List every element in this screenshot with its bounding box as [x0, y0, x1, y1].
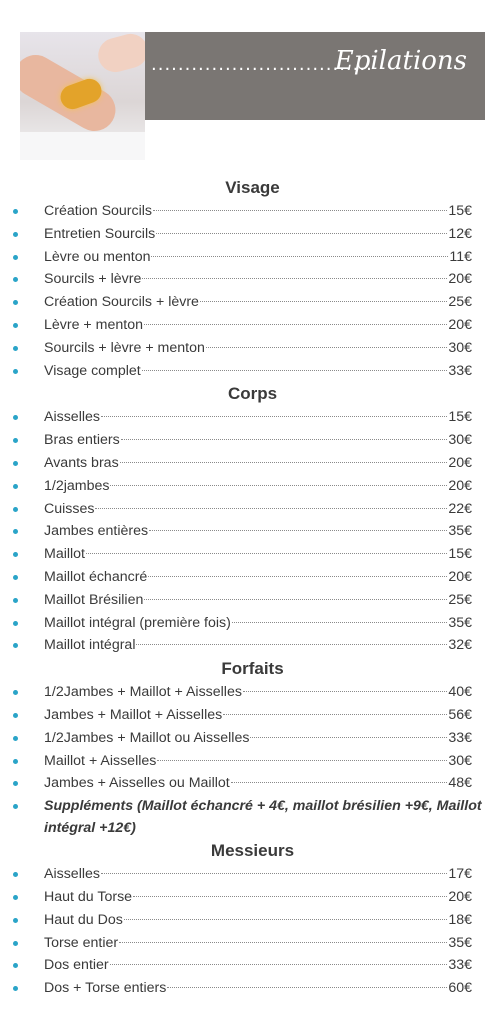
- waxing-photo: [20, 32, 145, 160]
- price-line: [44, 909, 472, 932]
- service-name: Haut du Dos: [44, 911, 123, 928]
- service-price: 30€: [448, 432, 472, 449]
- bullet-icon: [13, 484, 18, 489]
- price-line: [44, 429, 472, 452]
- service-price: 32€: [448, 637, 472, 654]
- dot-leader: [156, 233, 447, 234]
- price-line: [44, 886, 472, 909]
- price-row: [0, 291, 495, 314]
- bullet-icon: [13, 369, 18, 374]
- service-name: Avants bras: [44, 454, 119, 471]
- dot-leader: [121, 439, 448, 440]
- price-line: [44, 750, 472, 773]
- dot-leader: [119, 942, 447, 943]
- price-line: [44, 268, 472, 291]
- price-row: [0, 886, 495, 909]
- service-price: 35€: [448, 614, 472, 631]
- price-row: [0, 909, 495, 932]
- dot-leader: [86, 553, 447, 554]
- dot-leader: [101, 416, 447, 417]
- banner-dots: .................................: [151, 54, 373, 75]
- service-name: Jambes + Maillot + Aisselles: [44, 706, 223, 723]
- price-line: [44, 704, 472, 727]
- header: [20, 32, 485, 160]
- section-forfaits: [0, 681, 495, 795]
- price-row: [0, 314, 495, 337]
- service-name: 1/2jambes: [44, 477, 110, 494]
- service-name: Maillot intégral: [44, 637, 136, 654]
- price-row: [0, 337, 495, 360]
- price-row: [0, 727, 495, 750]
- bullet-icon: [13, 986, 18, 991]
- hand-shape: [94, 32, 145, 76]
- price-row: [0, 932, 495, 955]
- price-row: [0, 612, 495, 635]
- bullet-icon: [13, 598, 18, 603]
- price-row: [0, 223, 495, 246]
- service-price: 20€: [448, 316, 472, 333]
- dot-leader: [151, 256, 448, 257]
- price-line: [44, 954, 472, 977]
- service-name: Cuisses: [44, 500, 95, 517]
- service-name: Visage complet: [44, 362, 141, 379]
- bullet-icon: [13, 941, 18, 946]
- price-line: [44, 246, 472, 269]
- dot-leader: [206, 347, 447, 348]
- dot-leader: [120, 462, 448, 463]
- price-row: [0, 429, 495, 452]
- dot-leader: [144, 324, 447, 325]
- price-line: [44, 932, 472, 955]
- price-row: [0, 750, 495, 773]
- bullet-icon: [13, 507, 18, 512]
- dot-leader: [95, 508, 447, 509]
- service-price: 30€: [448, 339, 472, 356]
- service-name: Aisselles: [44, 409, 100, 426]
- section-title-forfaits: Forfaits: [221, 659, 284, 679]
- price-row: [0, 475, 495, 498]
- service-price: 33€: [448, 957, 472, 974]
- price-line: [44, 543, 472, 566]
- price-line: [44, 977, 472, 1000]
- section-title-corps: Corps: [227, 384, 278, 404]
- bullet-icon: [13, 872, 18, 877]
- bullet-icon: [13, 300, 18, 305]
- dot-leader: [157, 760, 447, 761]
- section-title-messieurs: Messieurs: [210, 841, 295, 861]
- service-name: Aisselles: [44, 866, 100, 883]
- price-row: [0, 360, 495, 383]
- dot-leader: [200, 301, 447, 302]
- price-row: [0, 863, 495, 886]
- service-name: Entretien Sourcils: [44, 225, 156, 242]
- service-price: 12€: [448, 225, 472, 242]
- bullet-icon: [13, 713, 18, 718]
- service-price: 30€: [448, 752, 472, 769]
- price-line: [44, 863, 472, 886]
- price-row: [0, 200, 495, 223]
- price-line: [44, 566, 472, 589]
- price-line: [44, 475, 472, 498]
- title-banner: [145, 32, 485, 120]
- price-row: [0, 566, 495, 589]
- bullet-icon: [13, 529, 18, 534]
- bullet-icon: [13, 690, 18, 695]
- price-line: [44, 772, 472, 795]
- dot-leader: [153, 210, 447, 211]
- bullet-icon: [13, 643, 18, 648]
- service-price: 35€: [448, 523, 472, 540]
- service-name: Maillot intégral (première fois): [44, 614, 231, 631]
- dot-leader: [124, 919, 447, 920]
- supplements-text: Suppléments (Maillot échancré + 4€, maillot brésilien +9€, Maillot intégral +12€): [44, 798, 482, 837]
- bullet-icon: [13, 232, 18, 237]
- service-price: 11€: [449, 248, 472, 265]
- price-line: [44, 727, 472, 750]
- service-name: Dos entier: [44, 957, 109, 974]
- price-line: [44, 498, 472, 521]
- bullet-icon: [13, 209, 18, 214]
- service-name: Lèvre ou menton: [44, 248, 151, 265]
- service-name: Création Sourcils: [44, 203, 153, 219]
- price-row: [0, 268, 495, 291]
- price-row: [0, 498, 495, 521]
- dot-leader: [231, 782, 448, 783]
- bullet-icon: [13, 323, 18, 328]
- price-line: [44, 406, 472, 429]
- bed-shape: [20, 132, 145, 160]
- service-name: Maillot Brésilien: [44, 591, 144, 608]
- service-price: 33€: [448, 729, 472, 746]
- price-row: [0, 772, 495, 795]
- service-price: 17€: [448, 866, 472, 883]
- service-price: 25€: [448, 294, 472, 311]
- service-price: 22€: [448, 500, 472, 517]
- price-row: [0, 704, 495, 727]
- price-list: [0, 176, 495, 1000]
- bullet-icon: [13, 552, 18, 557]
- bullet-icon: [13, 346, 18, 351]
- dot-leader: [149, 530, 447, 531]
- service-name: Maillot + Aisselles: [44, 752, 157, 769]
- service-price: 20€: [448, 271, 472, 288]
- price-line: [44, 314, 472, 337]
- service-price: 18€: [448, 911, 472, 928]
- service-name: Sourcils + lèvre + menton: [44, 339, 205, 356]
- dot-leader: [243, 691, 447, 692]
- service-price: 15€: [448, 409, 472, 426]
- price-line: [44, 200, 472, 223]
- service-price: 15€: [448, 546, 472, 563]
- price-line: [44, 291, 472, 314]
- section-messieurs: [0, 863, 495, 1000]
- bullet-icon: [13, 759, 18, 764]
- service-price: 20€: [448, 568, 472, 585]
- service-name: Sourcils + lèvre: [44, 271, 142, 288]
- service-name: 1/2Jambes + Maillot + Aisselles: [44, 684, 242, 701]
- price-line: [44, 223, 472, 246]
- bullet-icon: [13, 963, 18, 968]
- bullet-icon: [13, 255, 18, 260]
- dot-leader: [148, 576, 447, 577]
- bullet-icon: [13, 575, 18, 580]
- price-row: [0, 634, 495, 657]
- supplements-note: [0, 795, 484, 839]
- price-row: [0, 452, 495, 475]
- bullet-icon: [13, 736, 18, 741]
- service-price: 35€: [448, 934, 472, 951]
- service-name: Lèvre + menton: [44, 316, 143, 333]
- service-price: 20€: [448, 888, 472, 905]
- section-title-visage: Visage: [225, 178, 280, 197]
- price-row: [0, 246, 495, 269]
- service-name: Torse entier: [44, 934, 119, 951]
- dot-leader: [136, 644, 447, 645]
- price-line: [44, 520, 472, 543]
- service-price: 33€: [448, 362, 472, 379]
- dot-leader: [101, 873, 447, 874]
- dot-leader: [133, 896, 447, 897]
- price-row: [0, 543, 495, 566]
- price-line: [44, 612, 472, 635]
- service-name: Jambes entières: [44, 523, 149, 540]
- price-row: [0, 589, 495, 612]
- service-name: Création Sourcils + lèvre: [44, 294, 199, 311]
- bullet-icon: [13, 621, 18, 626]
- service-name: Maillot: [44, 546, 85, 563]
- price-row: [0, 406, 495, 429]
- dot-leader: [223, 714, 447, 715]
- service-price: 20€: [448, 454, 472, 471]
- dot-leader: [144, 599, 447, 600]
- service-price: 20€: [448, 477, 472, 494]
- service-name: Bras entiers: [44, 432, 120, 449]
- dot-leader: [232, 622, 447, 623]
- service-price: 56€: [448, 706, 472, 723]
- dot-leader: [167, 987, 447, 988]
- price-row: [0, 977, 495, 1000]
- price-line: [44, 360, 472, 383]
- dot-leader: [250, 737, 447, 738]
- service-price: 48€: [448, 775, 472, 792]
- bullet-icon: [13, 781, 18, 786]
- price-row: [0, 520, 495, 543]
- service-price: 60€: [448, 980, 472, 997]
- bullet-icon: [13, 804, 18, 809]
- price-line: [44, 681, 472, 704]
- section-corps: [0, 406, 495, 657]
- service-name: Haut du Torse: [44, 888, 133, 905]
- service-price: 40€: [448, 684, 472, 701]
- dot-leader: [110, 485, 447, 486]
- service-name: Maillot échancré: [44, 568, 148, 585]
- service-name: 1/2Jambes + Maillot ou Aisselles: [44, 729, 250, 746]
- service-name: Jambes + Aisselles ou Maillot: [44, 775, 230, 792]
- bullet-icon: [13, 918, 18, 923]
- service-name: Dos + Torse entiers: [44, 980, 167, 997]
- bullet-icon: [13, 895, 18, 900]
- service-price: 25€: [448, 591, 472, 608]
- service-price: 15€: [448, 203, 472, 219]
- dot-leader: [110, 964, 448, 965]
- section-visage: [0, 200, 495, 382]
- bullet-icon: [13, 415, 18, 420]
- price-line: [44, 589, 472, 612]
- price-line: [44, 452, 472, 475]
- price-line: [44, 337, 472, 360]
- dot-leader: [142, 278, 447, 279]
- bullet-icon: [13, 277, 18, 282]
- price-line: [44, 634, 472, 657]
- page-title: Epilations: [334, 46, 467, 76]
- dot-leader: [142, 370, 448, 371]
- price-row: [0, 954, 495, 977]
- price-row: [0, 681, 495, 704]
- bullet-icon: [13, 461, 18, 466]
- bullet-icon: [13, 438, 18, 443]
